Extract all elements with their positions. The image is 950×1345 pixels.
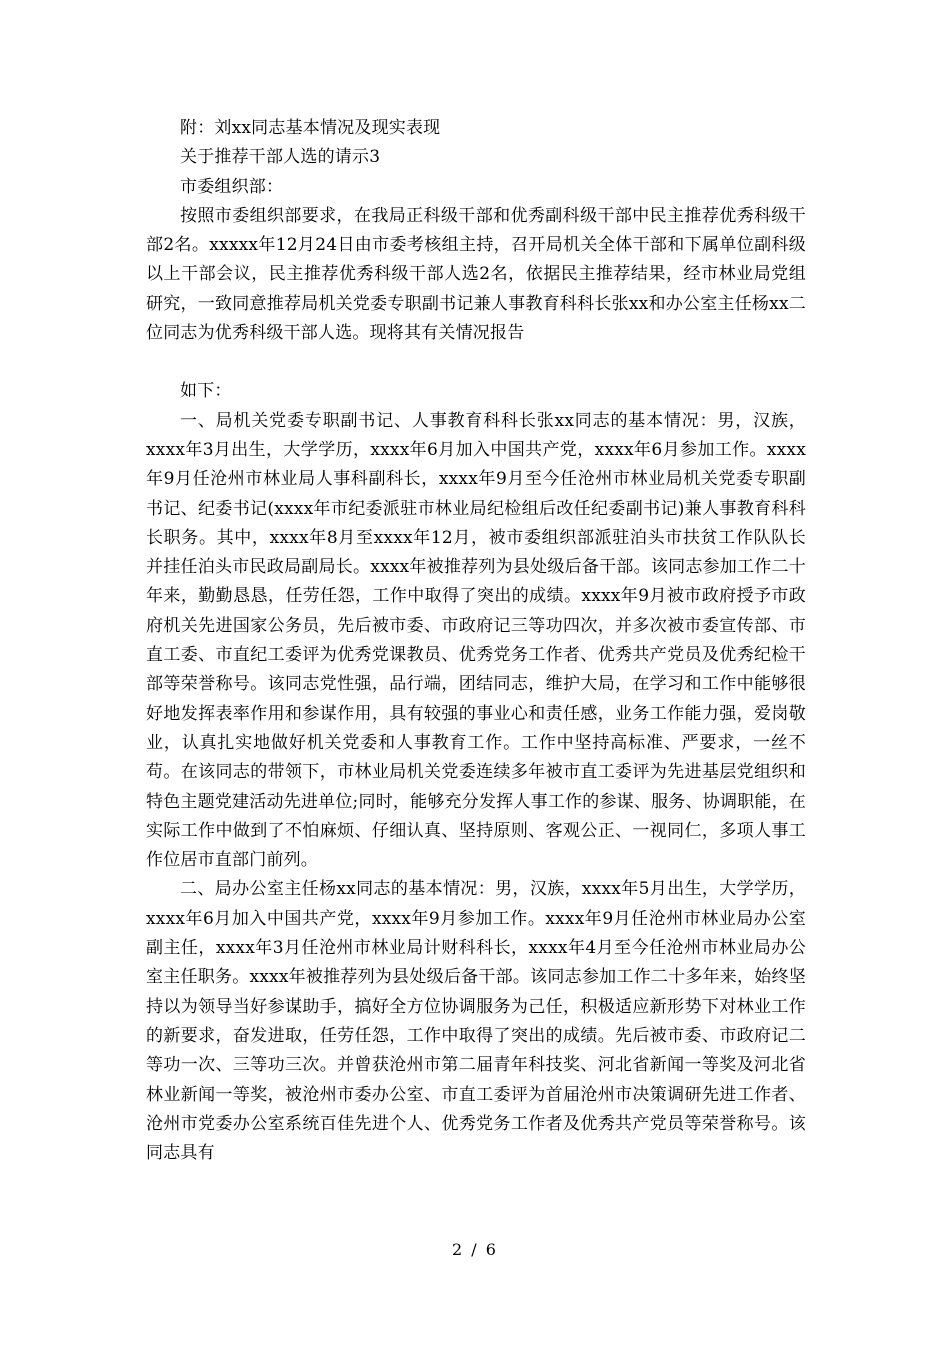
page-number: 2 / 6 xyxy=(452,1240,498,1259)
section-two-paragraph: 二、局办公室主任杨xx同志的基本情况：男，汉族，xxxx年5月出生，大学学历，xxxx年6月加入中国共产党，xxxx年9月参加工作。xxxx年9月任沧州市林业局办公室副主任，xxxx年3月任沧州市林业局计财科科长，xxxx年4月至今任沧州市林业局办公室主任职务。xxxx年被推荐列为县处级后备干部。该同志参加工作二十多年来，始终坚持以为领导当好参谋助手，搞好全方位协调服务为己任，积极适应新形势下对林业工作的新要求，奋发进取，任劳任怨，工作中取得了突出的成绩。先后被市委、市政府记二等功一次、三等功三次。并曾获沧州市第二届青年科技奖、河北省新闻一等奖及河北省林业新闻一等奖，被沧州市委办公室、市直工委评为首届沧州市决策调研先进工作者、沧州市党委办公室系统百佳先进个人、优秀党务工作者及优秀共产党员等荣誉称号。该同志具有 xyxy=(146,879,806,1164)
document-body xyxy=(146,114,806,1168)
as-follows-line: 如下： xyxy=(180,381,232,402)
document-title: 关于推荐干部人选的请示3 xyxy=(180,147,381,168)
intro-paragraph: 按照市委组织部要求，在我局正科级干部和优秀副科级干部中民主推荐优秀科级干部2名。xxxxx年12月24日由市委考核组主持，召开局机关全体干部和下属单位副科级以上干部会议，民主推荐优秀科级干部人选2名，依据民主推荐结果，经市林业局党组研究，一致同意推荐局机关党委专职副书记兼人事教育科科长张xx和办公室主任杨xx二位同志为优秀科级干部人选。现将其有关情况报告 xyxy=(146,205,806,344)
section-one-paragraph: 一、局机关党委专职副书记、人事教育科科长张xx同志的基本情况：男，汉族，xxxx年3月出生，大学学历，xxxx年6月加入中国共产党，xxxx年6月参加工作。xxxx年9月任沧州市林业局人事科副科长，xxxx年9月至今任沧州市林业局机关党委专职副书记、纪委书记(xxxx年市纪委派驻市林业局纪检组后改任纪委副书记)兼人事教育科科长职务。其中，xxxx年8月至xxxx年12月，被市委组织部派驻泊头市扶贫工作队队长并挂任泊头市民政局副局长。xxxx年被推荐列为县处级后备干部。该同志参加工作二十年来，勤勤恳恳，任劳任怨，工作中取得了突出的成绩。xxxx年9月被市政府授予市政府机关先进国家公务员，先后被市委、市政府记三等功四次，并多次被市委宣传部、市直工委、市直纪工委评为优秀党课教员、优秀党务工作者、优秀共产党员及优秀纪检干部等荣誉称号。该同志党性强，品行端，团结同志，维护大局，在学习和工作中能够很好地发挥表率作用和参谋作用，具有较强的事业心和责任感，业务工作能力强，爱岗敬业，认真扎实地做好机关党委和人事教育工作。工作中坚持高标准、严要求，一丝不苟。在该同志的带领下，市林业局机关党委连续多年被市直工委评为先进基层党组织和特色主题党建活动先进单位;同时，能够充分发挥人事工作的参谋、服务、协调职能，在实际工作中做到了不怕麻烦、仔细认真、坚持原则、客观公正、一视同仁，多项人事工作位居市直部门前列。 xyxy=(146,410,806,871)
recipient-line: 市委组织部： xyxy=(180,176,284,197)
attachment-line: 附：刘xx同志基本情况及现实表现 xyxy=(180,118,441,138)
blank-line xyxy=(146,348,806,377)
